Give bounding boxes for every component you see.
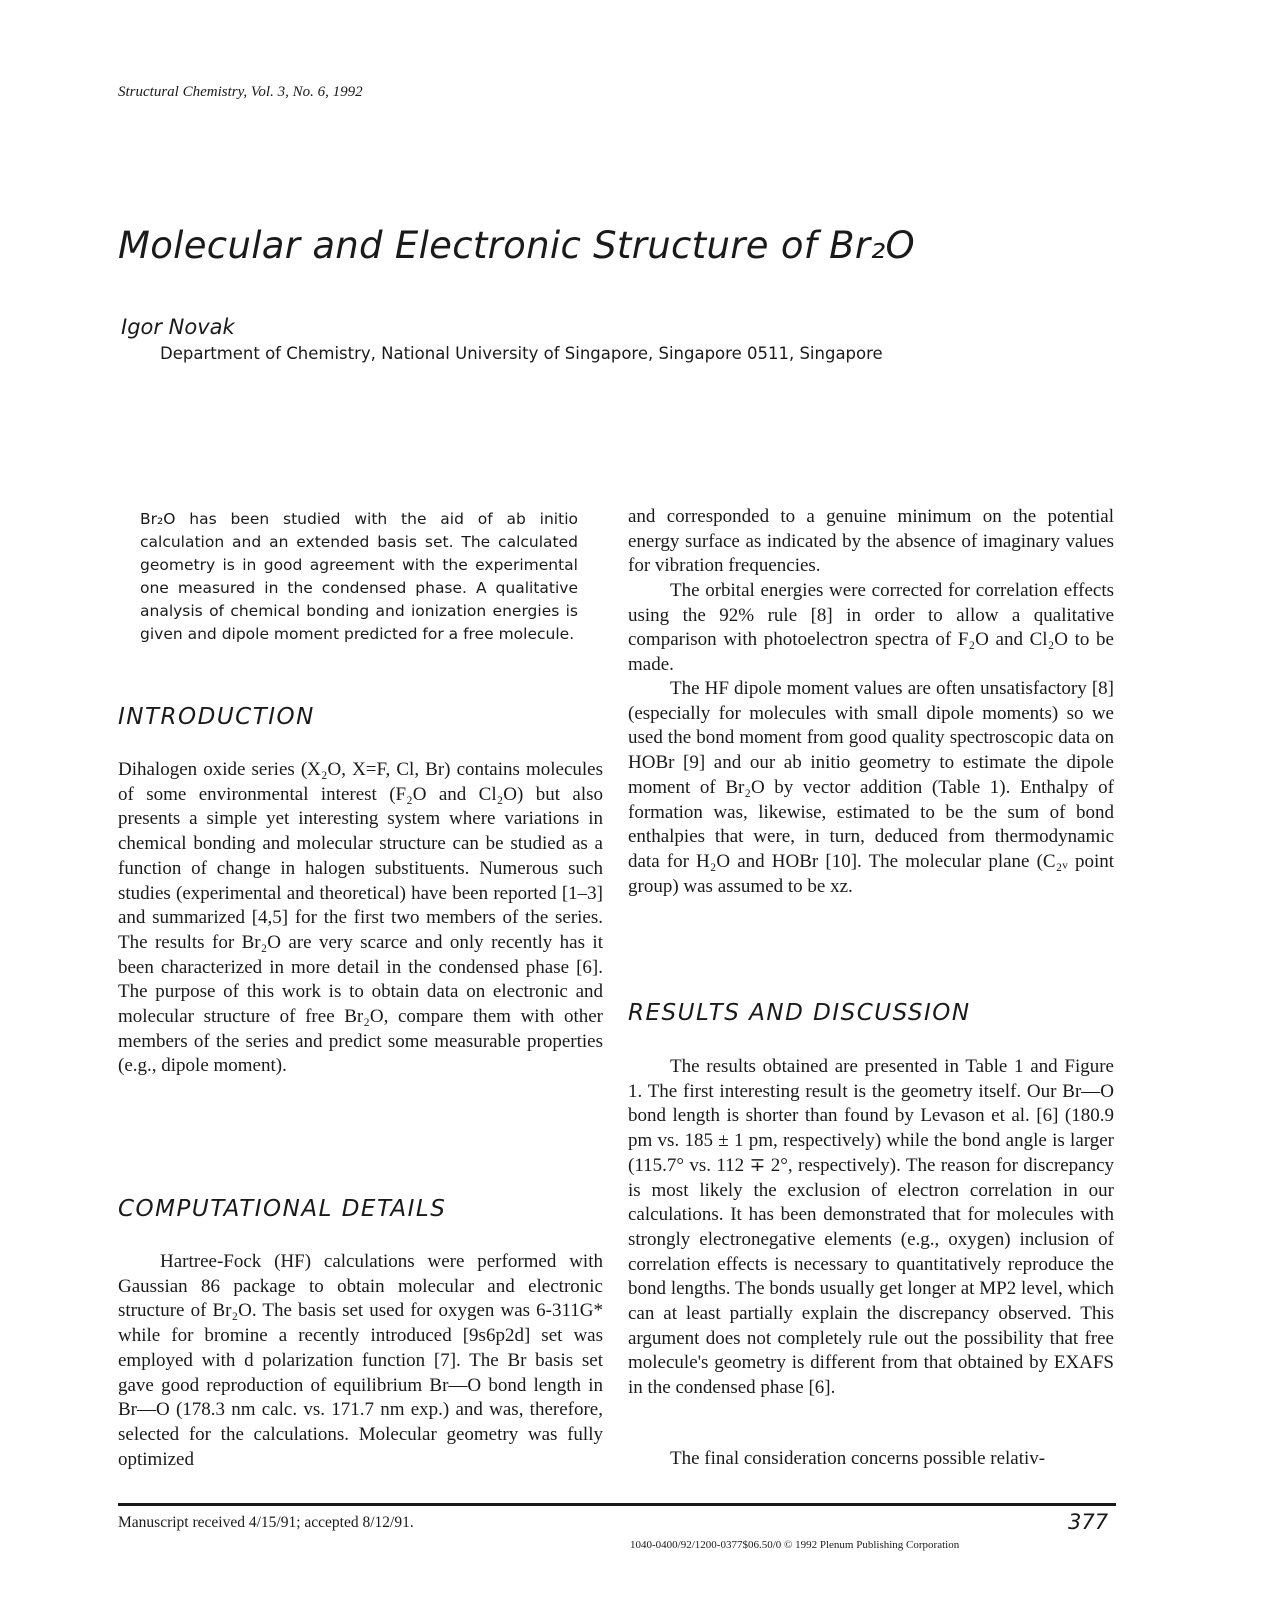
results-heading: RESULTS AND DISCUSSION <box>628 1000 971 1026</box>
page-number: 377 <box>1068 1510 1109 1534</box>
footer-rule <box>118 1503 1116 1506</box>
computational-details-paragraph: Hartree-Fock (HF) calculations were performed with Gaussian 86 package to obtain molecular and electronic structure of Br₂O. The basis set used for oxygen was 6-311G* while for bromine a recently introduced [9s6p2d] set was employed with d polarization function [7]. The Br basis set gave good reproduction of equilibrium Br—O bond length in Br—O (178.3 nm calc. vs. 171.7 nm exp.) and was, therefore, selected for the calculations. Molecular geometry was fully optimized <box>118 1251 603 1470</box>
manuscript-dates: Manuscript received 4/15/91; accepted 8/12/91. <box>118 1514 414 1531</box>
results-paragraph: The results obtained are presented in Table 1 and Figure 1. The first interesting result is the geometry itself. Our Br—O bond length is shorter than found by Levason et al. [6] (180.9 pm vs. 185 ± 1 pm, respectively) while the bond angle is larger (115.7° vs. 112 ∓ 2°, respectively). The reason for discrepancy is most likely the exclusion of electron correlation in our calculations. It has been demonstrated that for molecules with strongly electronegative elements (e.g., oxygen) inclusion of correlation effects is necessary to quantitatively reproduce the bond lengths. The bonds usually get longer at MP2 level, which can at least partially explain the discrepancy observed. This argument does not completely rule out the possibility that free molecule's geometry is different from that obtained by EXAFS in the condensed phase [6]. <box>628 1056 1114 1399</box>
introduction-paragraph: Dihalogen oxide series (X₂O, X=F, Cl, Br) contains molecules of some environmental interest (F₂O and Cl₂O) but also presents a simple yet interesting system where variations in chemical bonding and molecular structure can be studied as a function of change in halogen substituents. Numerous such studies (experimental and theoretical) have been reported [1–3] and summarized [4,5] for the first two members of the series. The results for Br₂O are very scarce and only recently has it been characterized in more detail in the condensed phase [6]. The purpose of this work is to obtain data on electronic and molecular structure of free Br₂O, compare them with other members of the series and predict some measurable properties (e.g., dipole moment). <box>118 759 603 1077</box>
introduction-heading: INTRODUCTION <box>118 704 315 730</box>
article-title: Molecular and Electronic Structure of Br₂O <box>118 224 915 267</box>
dipole-moment-paragraph: The HF dipole moment values are often unsatisfactory [8] (especially for molecules with small dipole moments) so we used the bond moment from good quality spectroscopic data on HOBr [9] and our ab initio geometry to estimate the dipole moment of Br₂O by vector addition (Table 1). Enthalpy of formation was, likewise, estimated to be the sum of bond enthalpies that were, in turn, deduced from thermodynamic data for H₂O and HOBr [10]. The molecular plane (C₂ᵥ point group) was assumed to be xz. <box>628 678 1114 897</box>
computational-details-heading: COMPUTATIONAL DETAILS <box>118 1196 447 1222</box>
computational-continuation-paragraph: and corresponded to a genuine minimum on the potential energy surface as indicated by the absence of imaginary values for vibration frequencies. <box>628 506 1114 577</box>
abstract: Br₂O has been studied with the aid of ab initio calculation and an extended basis set. The calculated geometry is in good agreement with the experimental one measured in the condensed phase. A qualitative analysis of chemical bonding and ionization energies is given and dipole moment predicted for a free molecule. <box>140 510 578 643</box>
copyright-line: 1040-0400/92/1200-0377$06.50/0 © 1992 Plenum Publishing Corporation <box>630 1539 960 1551</box>
author-affiliation: Department of Chemistry, National University of Singapore, Singapore 0511, Singapore <box>160 344 883 363</box>
journal-header: Structural Chemistry, Vol. 3, No. 6, 1992 <box>118 84 363 100</box>
results-final-paragraph: The final consideration concerns possible relativ- <box>670 1448 1046 1469</box>
author-name: Igor Novak <box>121 315 235 339</box>
correlation-paragraph: The orbital energies were corrected for correlation effects using the 92% rule [8] in order to allow a qualitative comparison with photoelectron spectra of F₂O and Cl₂O to be made. <box>628 580 1114 676</box>
